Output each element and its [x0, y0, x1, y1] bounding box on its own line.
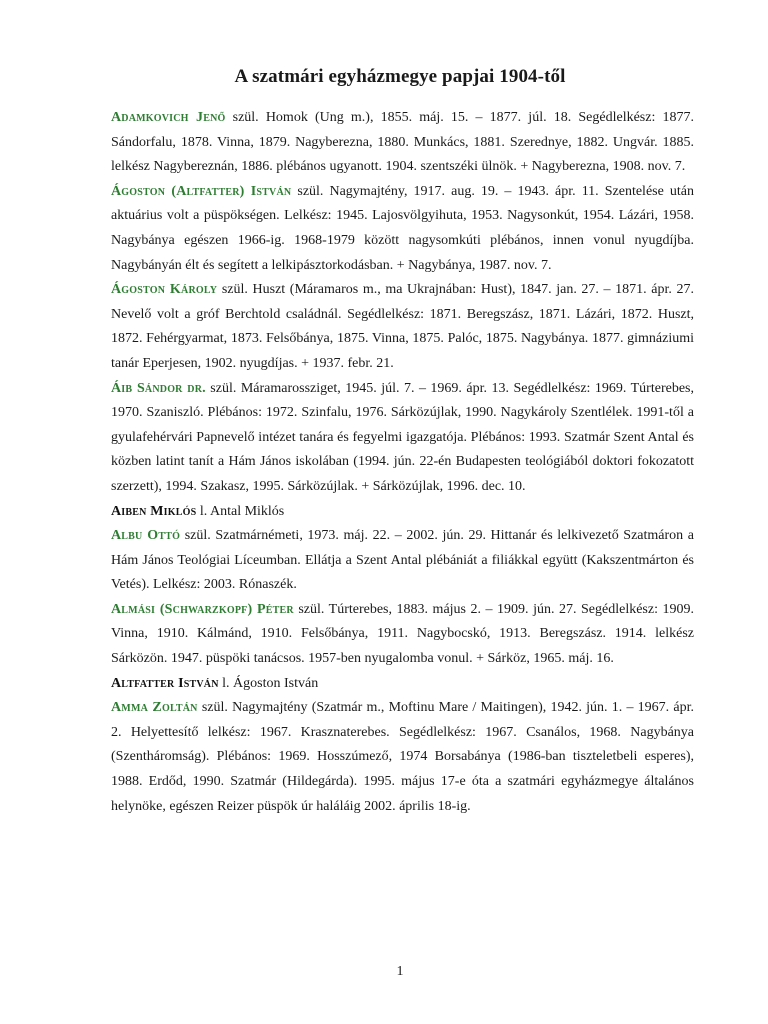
entry-list [111, 106, 694, 819]
entry-name: Almási (Schwarzkopf) Péter [111, 601, 294, 617]
entry-paragraph [111, 598, 694, 672]
entry-paragraph [111, 377, 694, 500]
entry-name: Ágoston (Altfatter) István [111, 183, 292, 199]
entry-paragraph [111, 180, 694, 278]
entry-name: Aiben Miklós [111, 503, 197, 519]
entry-name: Amma Zoltán [111, 700, 198, 716]
entry-name: Ágoston Károly [111, 282, 218, 298]
entry-name: Altfatter István [111, 675, 219, 691]
entry-paragraph [111, 524, 694, 598]
entry-text: szül. Nagymajtény, 1917. aug. 19. – 1943. ápr. 11. Szentelése után aktuárius volt a püspökségen. Lelkész: 1945. Lajosvölgyihuta, 1953. Nagysonkút, 1954. Lázári, 1958. Nagybánya egészen 1966-ig. 1968-1979 között nagysomkúti plébános, innen vonul nyugdíjba. Nagybányán élt és segített a lelkipásztorkodásban. + Nagybánya, 1987. nov. 7. [111, 183, 694, 273]
entry-text: l. Ágoston István [218, 675, 319, 691]
entry-text: szül. Szatmárnémeti, 1973. máj. 22. – 2002. jún. 29. Hittanár és lelkivezető Szatmáron a Hám János Teológiai Líceumban. Ellátja a Szent Antal plébániát a filiákkal együtt (Kakszentmárton és Vetés). Lelkész: 2003. Rónaszék. [111, 528, 694, 593]
entry-text: szül. Túrterebes, 1883. május 2. – 1909. jún. 27. Segédlelkész: 1909. Vinna, 1910. Kálmánd, 1910. Felsőbánya, 1911. Nagybocskó, 1913. Beregszász. 1914. lelkész Sárközön. 1947. püspöki tanácsos. 1957-ben nyugalomba vonul. + Sárköz, 1965. máj. 16. [111, 601, 694, 667]
entry-text: szül. Homok (Ung m.), 1855. máj. 15. – 1877. júl. 18. Segédlelkész: 1877. Sándorfalu, 1878. Vinna, 1879. Nagyberezna, 1880. Munkács, 1881. Szerednye, 1882. Ungvár. 1885. lelkész Nagybereznán, 1886. plébános ugyanott. 1904. szentszéki ülnök. + Nagyberezna, 1908. nov. 7. [111, 110, 694, 175]
entry-name: Adamkovich Jenő [111, 110, 226, 125]
page-number: 1 [396, 964, 404, 979]
entry-name: Albu Ottó [111, 528, 181, 544]
entry-paragraph [111, 696, 694, 819]
entry-text: szül. Huszt (Máramaros m., ma Ukrajnában: Hust), 1847. jan. 27. – 1871. ápr. 27. Nevelő volt a gróf Berchtold családnál. Segédlelkész: 1871. Beregszász, 1871. Lázári, 1872. Huszt, 1872. Fehérgyarmat, 1873. Felsőbánya, 1875. Vinna, 1875. Palóc, 1875. Nagybánya. 1877. gimnáziumi tanár Eperjesen, 1902. nyugdíjas. + 1937. febr. 21. [111, 282, 694, 371]
entry-text: l. Antal Miklós [196, 503, 285, 519]
entry-text: szül. Máramarossziget, 1945. júl. 7. – 1969. ápr. 13. Segédlelkész: 1969. Túrterebes, 1970. Szaniszló. Plébános: 1972. Szinfalu, 1976. Sárközújlak, 1990. Nagykároly Szentlélek. 1991-től a gyulafehérvári Papnevelő intézet tanára és fegyelmi igazgatója. Plébános: 1993. Szatmár Szent Antal és közben latint tanít a Hám János iskolában (1994. jún. 22-én Budapesten teológiából doktori fokozatott szerzett), 1994. Szakasz, 1995. Sárközújlak. + Sárközújlak, 1996. dec. 10. [111, 380, 694, 494]
entry-paragraph [111, 672, 694, 697]
entry-paragraph [111, 106, 694, 180]
entry-paragraph [111, 278, 694, 376]
entry-text: szül. Nagymajtény (Szatmár m., Moftinu Mare / Maitingen), 1942. jún. 1. – 1967. ápr. 2. Helyettesítő lelkész: 1967. Krasznaterebes. Segédlelkész: 1967. Csanálos, 1968. Nagybánya (Szentháromság). Plébános: 1969. Hosszúmező, 1974 Borsabánya (1986-ban tiszteletbeli esperes), 1988. Erdőd, 1990. Szatmár (Hildegárda). 1995. május 17-e óta a szatmári egyházmegye általános helynöke, egészen Reizer püspök úr haláláig 2002. április 18-ig. [111, 700, 694, 814]
entry-name: Áib Sándor dr. [111, 380, 206, 396]
page-title: A szatmári egyházmegye papjai 1904-től [234, 66, 566, 87]
entry-paragraph [111, 500, 694, 525]
